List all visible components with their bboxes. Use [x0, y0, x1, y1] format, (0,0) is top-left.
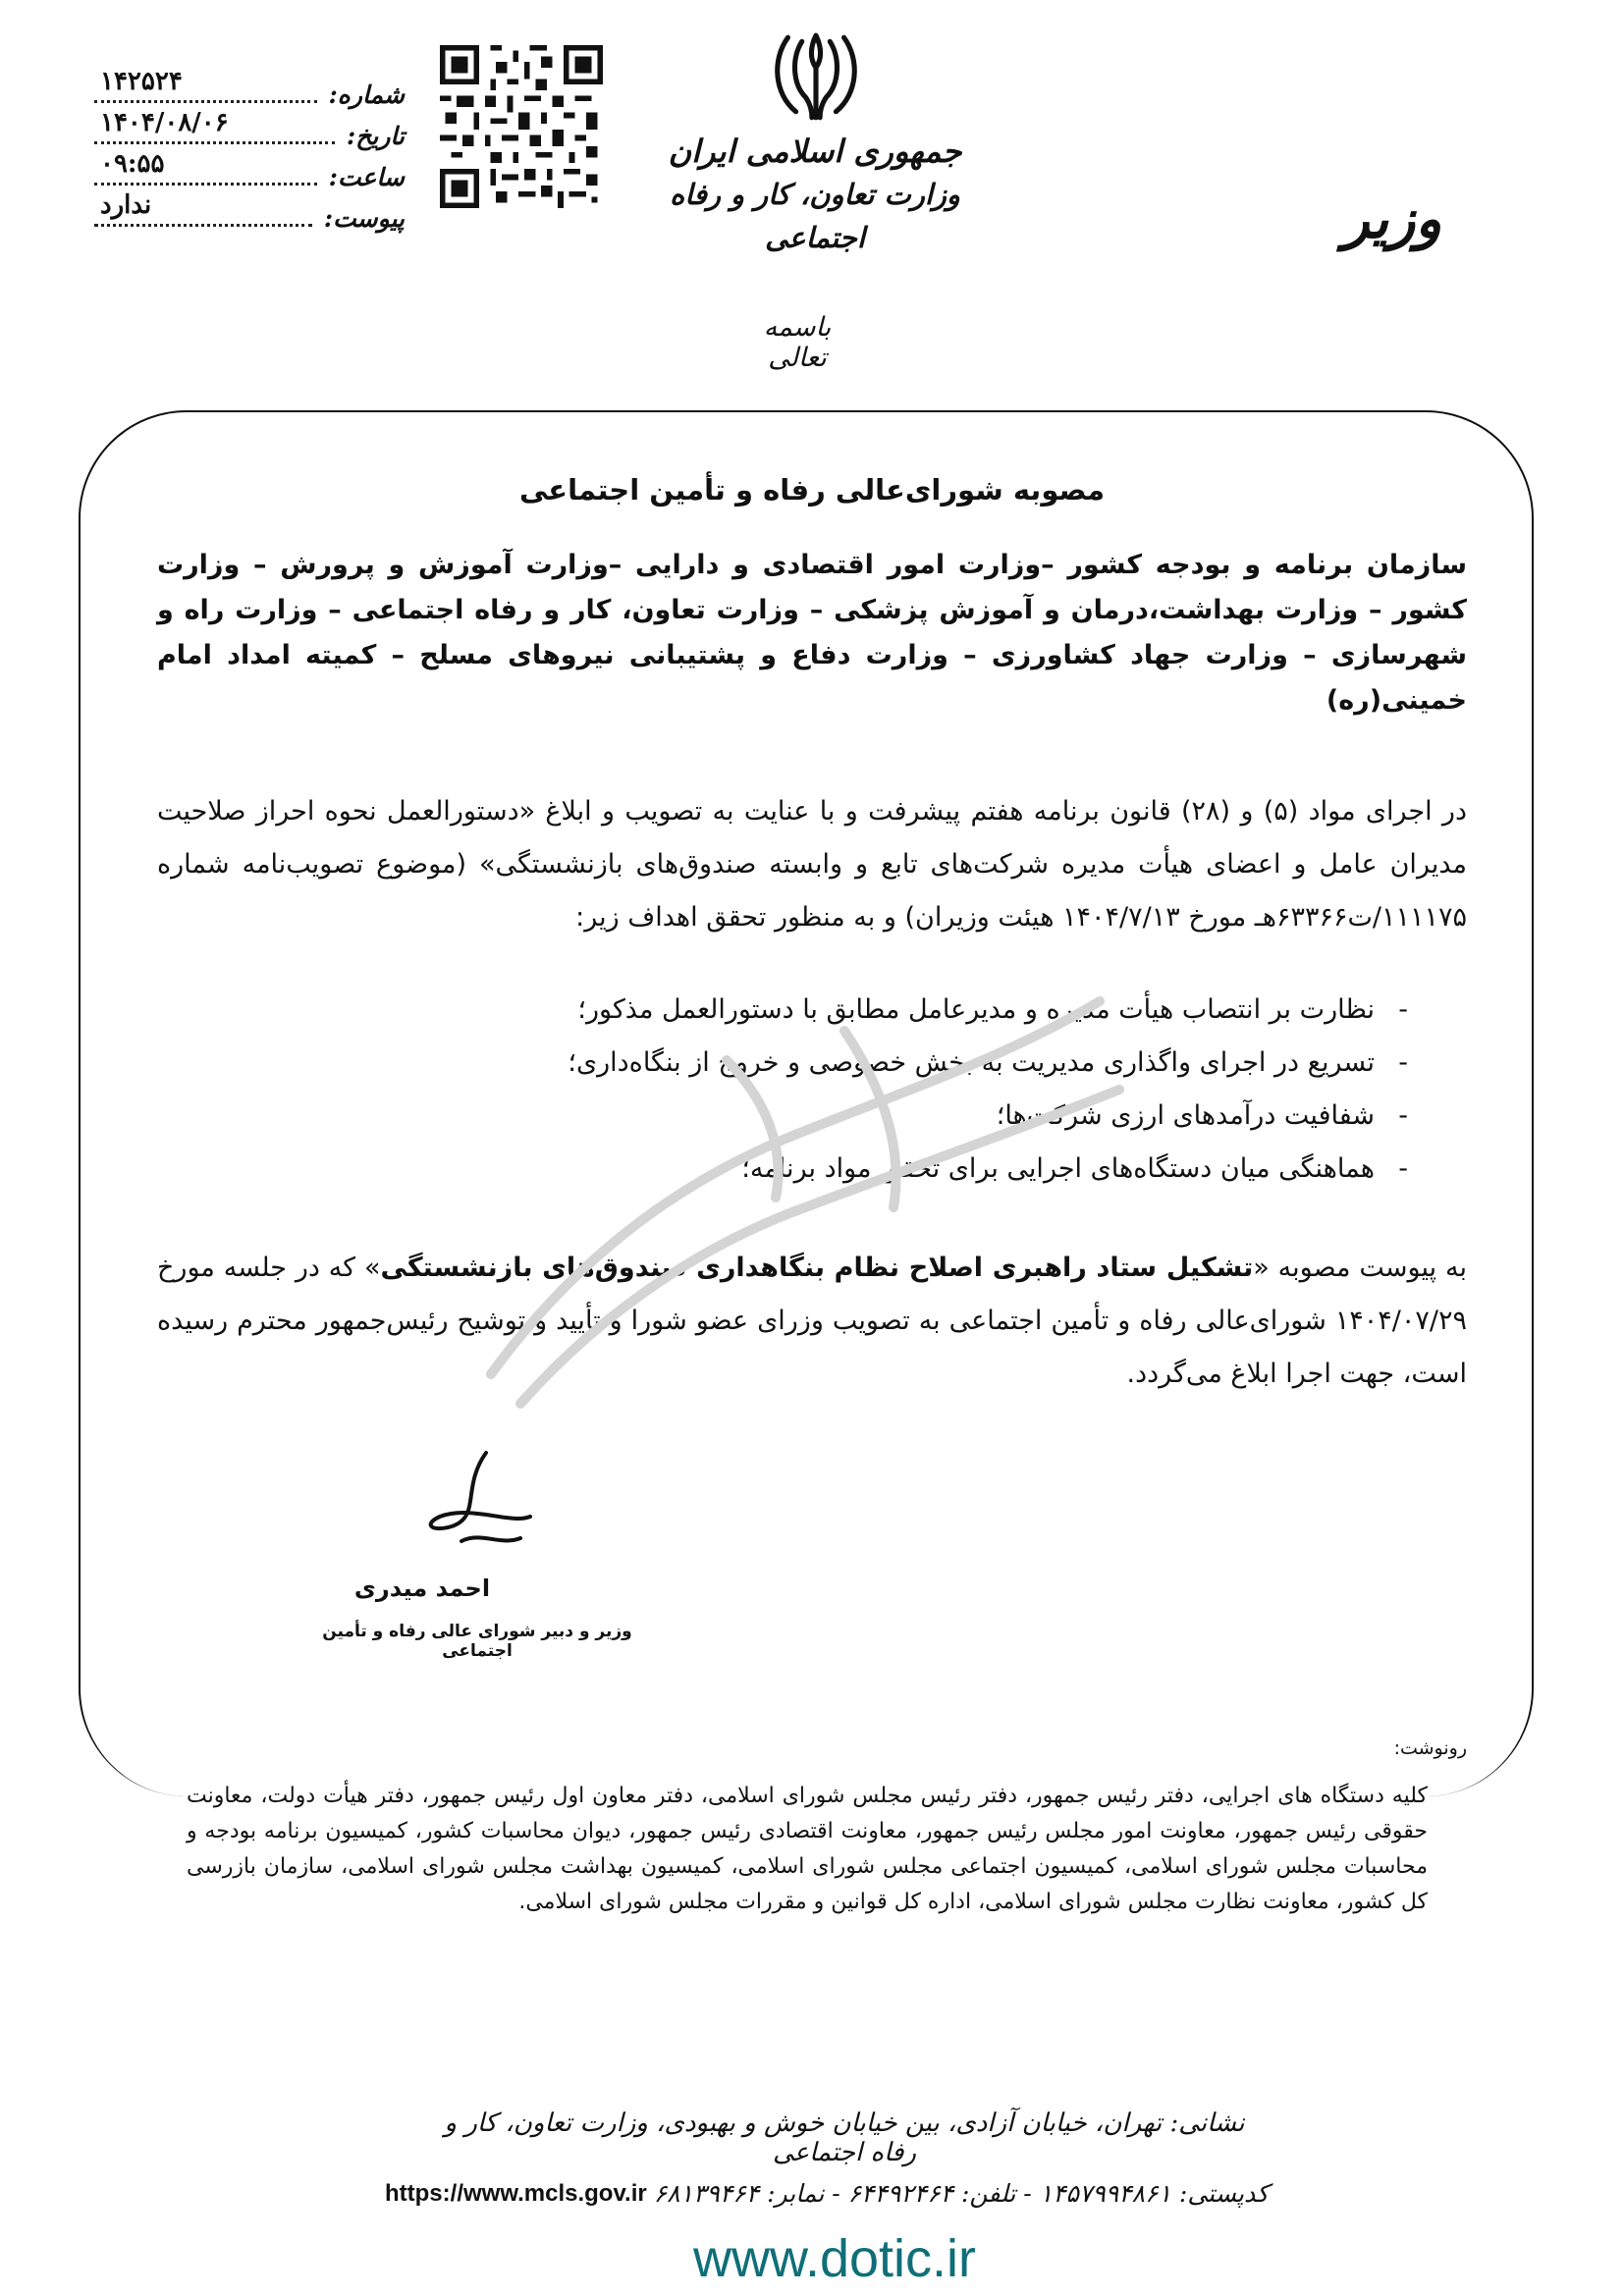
contact-info: کدپستی: ۱۴۵۷۹۹۴۸۶۱ - تلفن: ۶۴۴۹۲۴۶۴ - نمابر: ۶۸۱۳۹۴۶۴	[653, 2179, 1269, 2208]
ministry-name: وزارت تعاون، کار و رفاه اجتماعی	[670, 178, 960, 254]
list-item: - نظارت بر انتصاب هیأت مدیره و مدیرعامل مطابق با دستورالعمل مذکور؛	[157, 984, 1408, 1037]
basmala: باسمه تعالی	[763, 312, 832, 373]
country-name: جمهوری اسلامی ایران	[668, 133, 962, 170]
recipients-list: سازمان برنامه و بودجه کشور –وزارت امور اقتصادی و دارایی –وزارت آموزش و پرورش – وزارت کشور – وزارت بهداشت،درمان و آموزش پزشکی – وزارت تعاون، کار و رفاه اجتماعی – وزارت راه و شهرسازی – وزارت جهاد کشاورزی – وزارت دفاع و پشتیبانی نیروهای مسلح – کمیته امداد امام خمینی(ره)	[157, 550, 1467, 716]
list-item: - شفافیت درآمدهای ارزی شرکت‌ها؛	[157, 1090, 1408, 1143]
signature-mark	[393, 1448, 550, 1566]
qr-code-icon	[440, 45, 603, 208]
government-heading	[638, 130, 992, 259]
notice-text-start: به پیوست مصوبه «	[1253, 1253, 1467, 1283]
time-value: ۰۹:۵۵	[100, 149, 165, 179]
number-label: شماره:	[328, 80, 405, 109]
list-item: - هماهنگی میان دستگاه‌های اجرایی برای تحقق مواد برنامه؛	[157, 1143, 1408, 1196]
resolution-title: مصوبه شورای‌عالی رفاه و تأمین اجتماعی	[518, 473, 1106, 507]
cc-list: کلیه دستگاه های اجرایی، دفتر رئیس جمهور، دفتر رئیس مجلس شورای اسلامی، دفتر معاون اول رئیس جمهور، دفتر هیأت دولت، معاونت حقوقی رئیس جمهور، معاونت امور مجلس رئیس جمهور، معاونت اقتصادی رئیس جمهور، دیوان محاسبات کشور، کمیسیون برنامه بودجه و محاسبات مجلس شورای اسلامی، کمیسیون اجتماعی مجلس شورای اسلامی، کمیسیون بهداشت مجلس شورای اسلامی، سازمان بازرسی کل کشور، معاونت نظارت مجلس شورای اسلامی، اداره کل قوانین و مقررات مجلس شورای اسلامی.	[187, 1784, 1428, 1914]
paragraph-intro: در اجرای مواد (۵) و (۲۸) قانون برنامه هفتم پیشرفت و با عنایت به تصویب و ابلاغ «دستورالعمل نحوه احراز صلاحیت مدیران عامل و اعضای هیأت مدیره شرکت‌های تابع و وابسته صندوق‌های بازنشستگی» (موضوع تصویب‌نامه شماره ۱۱۱۱۷۵/ت۶۳۳۶۶هـ مورخ ۱۴۰۴/۷/۱۳ هیئت وزیران) و به منظور تحقق اهداف زیر:	[157, 796, 1467, 933]
iran-emblem-icon	[766, 27, 866, 124]
objectives-list	[157, 984, 1408, 1196]
notice-bold-title: تشکیل ستاد راهبری اصلاح نظام بنگاهداری صندوق‌های بازنشستگی	[380, 1253, 1254, 1283]
footer-address: نشانی: تهران، خیابان آزادی، بین خیابان خوش و بهبودی، وزارت تعاون، کار و رفاه اجتماعی	[444, 2109, 1245, 2167]
date-value: ۱۴۰۴/۰۸/۰۶	[100, 108, 229, 137]
list-item: - تسریع در اجرای واگذاری مدیریت به بخش خصوصی و خروج از بنگاه‌داری؛	[157, 1037, 1408, 1090]
attachment-row	[90, 190, 405, 243]
footer-contact-line	[385, 2179, 1269, 2208]
paragraph-notice	[157, 1242, 1467, 1401]
notice-text-end: » که در جلسه مورخ ۱۴۰۴/۰۷/۲۹ شورای‌عالی رفاه و تأمین اجتماعی به تصویب وزرای عضو شورا و تأیید و توشیح رئیس‌جمهور محترم رسیده است، جهت اجرا ابلاغ می‌گردد.	[157, 1253, 1467, 1389]
letter-meta	[90, 67, 405, 243]
number-value: ۱۴۲۵۲۴	[100, 67, 183, 96]
dotic-watermark: www.dotic.ir	[692, 2229, 977, 2288]
cc-label: رونوشت:	[1393, 1737, 1467, 1759]
time-label: ساعت:	[328, 163, 405, 191]
signer-title: وزیر و دبیر شورای عالی رفاه و تأمین اجتماعی	[322, 1622, 632, 1661]
attachment-label: پیوست:	[323, 204, 405, 233]
signer-name: احمد میدری	[353, 1575, 491, 1602]
attachment-value: ندارد	[100, 190, 152, 220]
date-label: تاریخ:	[347, 122, 405, 150]
website-link[interactable]: https://www.mcls.gov.ir	[385, 2179, 647, 2207]
minister-label: وزیر	[1342, 187, 1442, 251]
